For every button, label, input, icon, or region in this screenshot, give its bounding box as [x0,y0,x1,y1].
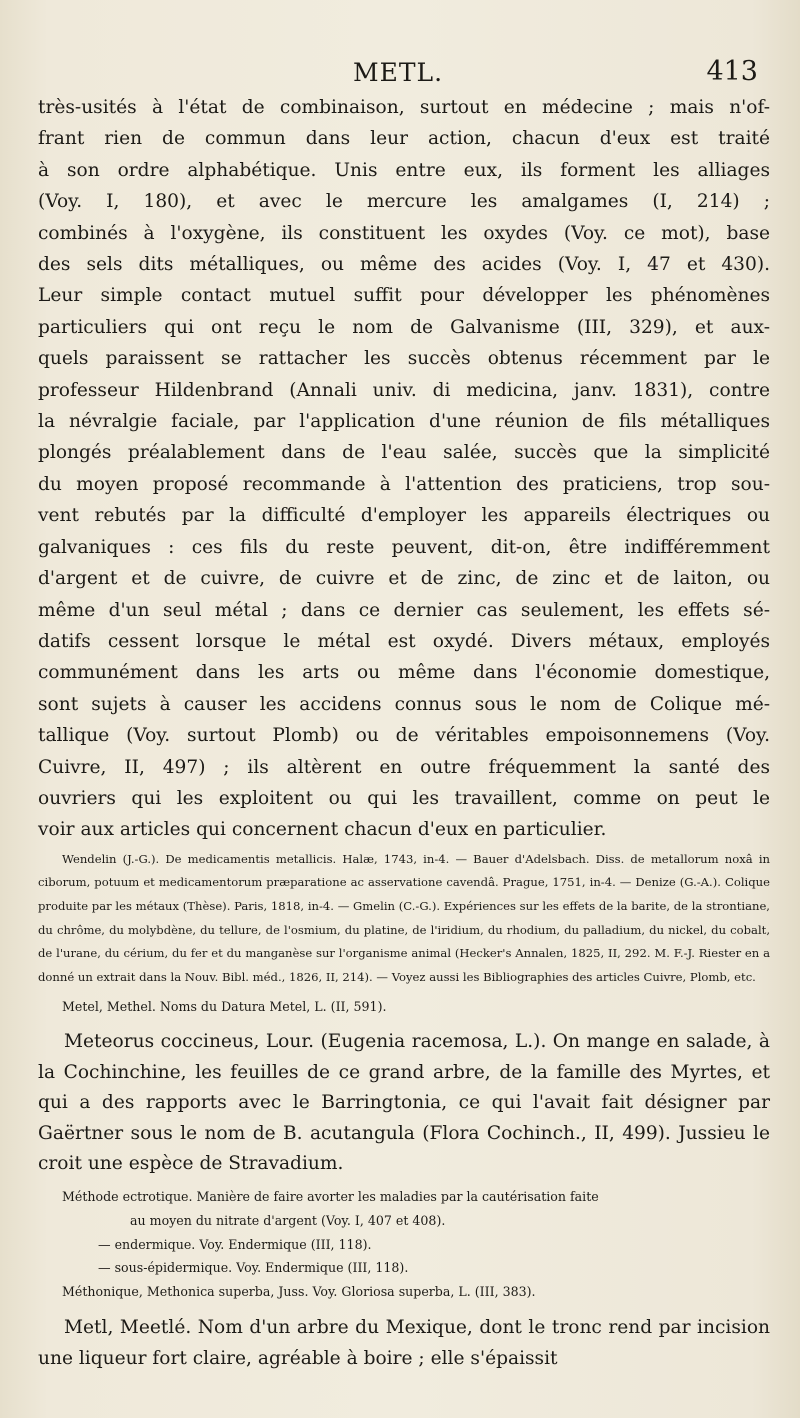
entry-metl: Metl, Meetlé. Nom d'un arbre du Mexique, dont le tronc rend par incision une liqueur fort claire, agréable à boire ; elle s'épaissit [38,1317,770,1369]
body-line: d'argent et de cuivre, de cuivre et de zinc, de zinc et de laiton, ou [38,568,770,590]
body-line: du moyen proposé recommande à l'attention des praticiens, trop sou- [38,473,770,495]
body-line: Leur simple contact mutuel suffit pour développer les phénomènes [38,285,770,307]
entry-methode-endermique: — endermique. Voy. Endermique (III, 118). [98,1236,372,1252]
body-line: ouvriers qui les exploitent ou qui les travaillent, comme on peut le [38,787,770,809]
body-line: plongés préalablement dans de l'eau salée, succès que la simplicité [38,442,770,464]
body-line: la névralgie faciale, par l'application d'une réunion de fils métalliques [38,411,770,433]
body-line: vent rebutés par la difficulté d'employer les appareils électriques ou [38,505,770,527]
body-line: (Voy. I, 180), et avec le mercure les amalgames (I, 214) ; [38,191,770,213]
body-line: particuliers qui ont reçu le nom de Galvanisme (III, 329), et aux- [38,316,770,338]
entry-meteorus-coccineus: Meteorus coccineus, Lour. (Eugenia racemosa, L.). On mange en salade, à la Cochinchine, les feuilles de ce grand arbre, de la famille des Myrtes, et qui a des rapports avec le Barringtonia, ce qui l'avait fait désigner par Gaërtner sous le nom de B. acutangula (Flora Cochinch., II, 499). Jussieu le croit une espèce de Stravadium. [38,1031,770,1174]
page-number: 413 [706,56,758,87]
bibliography-note: Wendelin (J.-G.). De medicamentis metallicis. Halæ, 1743, in-4. — Bauer d'Adelsbach. Diss. de metallorum noxâ in ciborum, potuum et medicamentorum præparatione ac asservatione cavendâ. Prague, 1751, in-4. — Denize (G.-A.). Colique produite par les métaux (Thèse). Paris, 1818, in-4. — Gmelin (C.-G.). Expériences sur les effets de la barite, de la strontiane, du chrôme, du molybdène, du tellure, de l'osmium, du platine, de l'iridium, du rhodium, du palladium, du nickel, du cobalt, de l'urane, du cérium, du fer et du manganèse sur l'organisme animal (Hecker's Annalen, 1825, II, 292. M. F.-J. Riester en a donné un extrait dans la Nouv. Bibl. méd., 1826, II, 214). — Voyez aussi les Bibliographies des articles Cuivre, Plomb, etc. [38,851,770,984]
body-line: des sels dits métalliques, ou même des acides (Voy. I, 47 et 430). [38,254,770,276]
body-line: combinés à l'oxygène, ils constituent les oxydes (Voy. ce mot), base [38,222,770,244]
body-line: même d'un seul métal ; dans ce dernier cas seulement, les effets sé- [38,599,770,621]
entry-methode-ectrotique-continued: au moyen du nitrate d'argent (Voy. I, 407 et 408). [130,1212,446,1228]
body-line: Cuivre, II, 497) ; ils altèrent en outre fréquemment la santé des [38,756,770,778]
body-line: sont sujets à causer les accidens connus sous le nom de Colique mé- [38,693,770,715]
body-line: à son ordre alphabétique. Unis entre eux, ils forment les alliages [38,159,770,181]
body-line: tallique (Voy. surtout Plomb) ou de véritables empoisonnemens (Voy. [38,725,770,747]
body-line: communément dans les arts ou même dans l'économie domestique, [38,662,770,684]
page-header [38,52,770,92]
body-line: datifs cessent lorsque le métal est oxydé. Divers métaux, employés [38,630,770,652]
main-text [38,92,770,846]
running-head: METL. [353,58,444,87]
entry-metel: Metel, Methel. Noms du Datura Metel, L. (II, 591). [62,999,387,1015]
body-line: quels paraissent se rattacher les succès obtenus récemment par le [38,348,770,370]
entry-methonique: Méthonique, Methonica superba, Juss. Voy. Gloriosa superba, L. (III, 383). [62,1283,536,1299]
methode-entries [38,1185,770,1303]
entry-methode-sous-epidermique: — sous-épidermique. Voy. Endermique (III, 118). [98,1260,409,1276]
body-line: très-usités à l'état de combinaison, surtout en médecine ; mais n'of- [38,97,770,118]
body-line: frant rien de commun dans leur action, chacun d'eux est traité [38,128,770,150]
entry-methode-ectrotique: Méthode ectrotique. Manière de faire avorter les maladies par la cautérisation faite [62,1189,599,1205]
body-line: professeur Hildenbrand (Annali univ. di medicina, janv. 1831), contre [38,379,770,401]
body-line: voir aux articles qui concernent chacun d'eux en particulier. [38,819,607,841]
body-line: galvaniques : ces fils du reste peuvent, dit-on, être indifféremment [38,536,770,558]
